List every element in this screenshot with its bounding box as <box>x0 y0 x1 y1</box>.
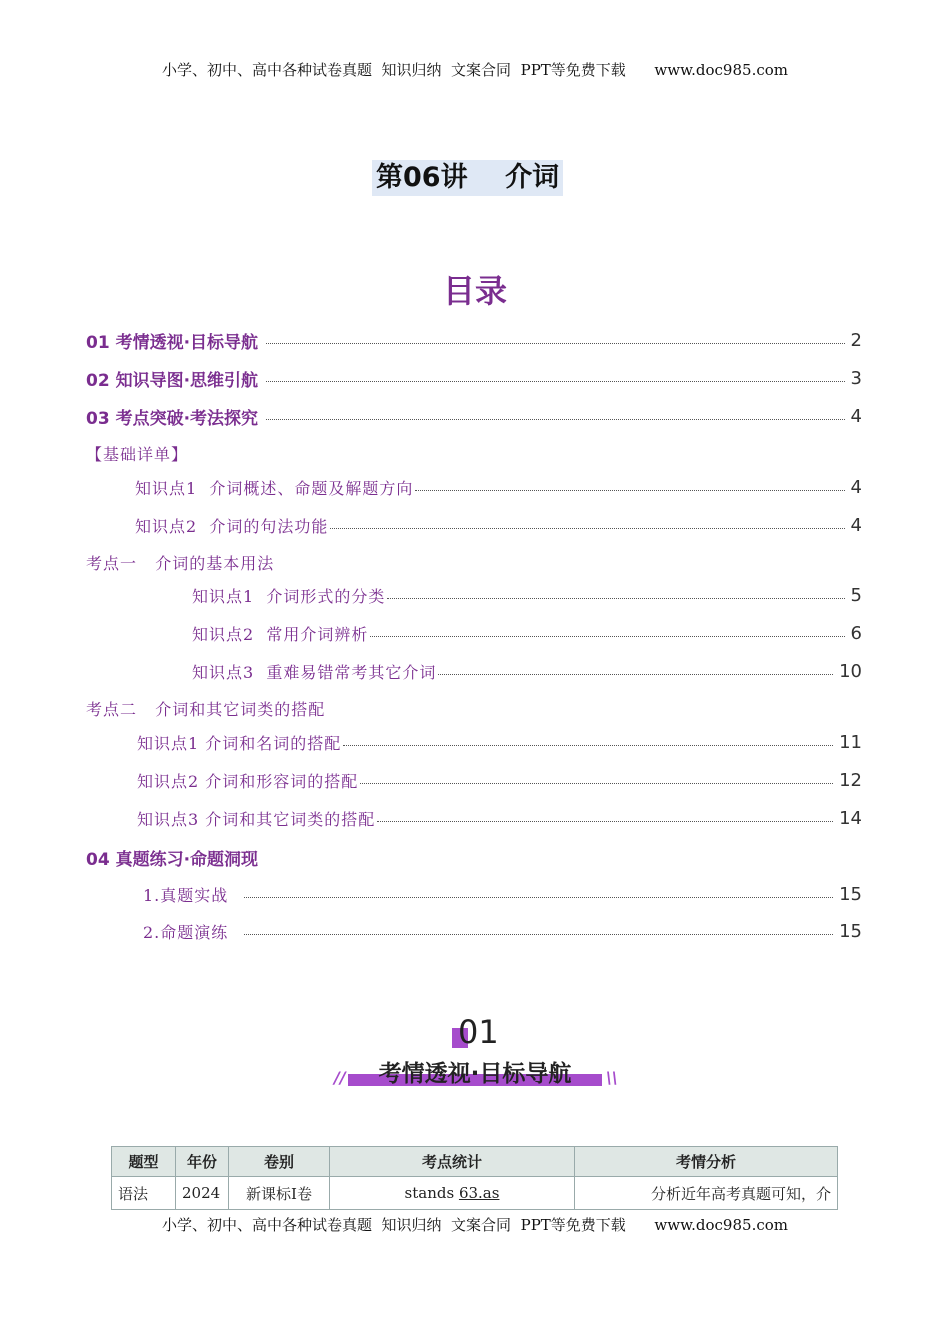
leader-dots <box>377 821 833 822</box>
stat-answer: 63.as <box>458 1184 500 1202</box>
table-row <box>112 1177 838 1210</box>
toc-point1-heading: 考点一 介词的基本用法 <box>86 554 275 573</box>
header-paper: 卷别 <box>229 1147 330 1177</box>
toc-entry-p1-k3[interactable] <box>192 659 862 683</box>
toc-entry-03[interactable] <box>86 404 862 428</box>
toc-point2-heading: 考点二 介词和其它词类的搭配 <box>86 700 326 719</box>
toc-entry-p2-k1[interactable] <box>137 730 862 754</box>
toc-entry-basic-2[interactable] <box>135 513 862 537</box>
toc-page-number: 14 <box>839 807 862 829</box>
cell-stats <box>330 1177 575 1210</box>
toc-entry-label: 2.命题演练 <box>143 922 229 942</box>
toc-entry-label: 知识点2 介词和形容词的搭配 <box>137 771 359 791</box>
stat-prefix: stands <box>404 1184 459 1202</box>
cell-paper: 新课标I卷 <box>229 1177 330 1210</box>
page-header: 小学、初中、高中各种试卷真题 知识归纳 文案合同 PPT等免费下载 www.doc985.com <box>161 61 788 79</box>
left-slash-decoration: // <box>334 1068 346 1087</box>
toc-page-number: 15 <box>839 920 862 942</box>
toc-page-number: 12 <box>839 769 862 791</box>
toc-entry-04-1[interactable] <box>143 882 862 906</box>
toc-entry-label: 知识点3 介词和其它词类的搭配 <box>137 809 376 829</box>
toc-page-number: 3 <box>850 367 862 389</box>
toc-entry-label: 知识点2 常用介词辨析 <box>192 624 369 644</box>
leader-dots <box>244 897 833 898</box>
toc-page-number: 4 <box>850 476 862 498</box>
toc-page-number: 10 <box>839 660 862 682</box>
toc-page-number: 4 <box>850 514 862 536</box>
leader-dots <box>415 490 844 491</box>
toc-entry-p1-k2[interactable] <box>192 621 862 645</box>
toc-page-number: 4 <box>850 405 862 427</box>
cell-type: 语法 <box>112 1177 176 1210</box>
toc-entry-label: 知识点2 介词的句法功能 <box>135 516 329 536</box>
table-header-row <box>112 1147 838 1177</box>
toc-entry-label: 知识点1 介词概述、命题及解题方向 <box>135 478 414 498</box>
section-number: 01 <box>458 1013 499 1051</box>
toc-entry-label: 1.真题实战 <box>143 885 229 905</box>
leader-dots <box>370 636 844 637</box>
exam-analysis-table <box>111 1146 838 1210</box>
page-footer: 小学、初中、高中各种试卷真题 知识归纳 文案合同 PPT等免费下载 www.doc985.com <box>161 1216 788 1234</box>
cell-year: 2024 <box>176 1177 229 1210</box>
leader-dots <box>330 528 844 529</box>
header-stats: 考点统计 <box>330 1147 575 1177</box>
right-slash-decoration: \\ <box>606 1068 618 1087</box>
toc-entry-01[interactable] <box>86 328 862 352</box>
header-year: 年份 <box>176 1147 229 1177</box>
toc-page-number: 15 <box>839 883 862 905</box>
cell-analysis: 分析近年高考真题可知，介 <box>575 1177 838 1210</box>
leader-dots <box>343 745 833 746</box>
toc-entry-04[interactable]: 04 真题练习·命题洞现 <box>86 850 259 870</box>
toc-entry-02[interactable] <box>86 366 862 390</box>
toc-entry-label: 知识点1 介词和名词的搭配 <box>137 733 342 753</box>
toc-entry-label: 03 考点突破·考法探究 <box>86 408 259 429</box>
leader-dots <box>438 674 833 675</box>
section-title: 考情透视·目标导航 <box>378 1061 572 1087</box>
toc-entry-04-2[interactable] <box>143 919 862 943</box>
toc-entry-label: 01 考情透视·目标导航 <box>86 332 259 353</box>
leader-dots <box>387 598 844 599</box>
leader-dots <box>266 419 845 420</box>
toc-basic-heading: 【基础详单】 <box>86 445 189 464</box>
leader-dots <box>266 343 845 344</box>
header-analysis: 考情分析 <box>575 1147 838 1177</box>
leader-dots <box>266 381 845 382</box>
toc-entry-label: 知识点3 重难易错常考其它介词 <box>192 662 437 682</box>
toc-entry-p2-k2[interactable] <box>137 768 862 792</box>
leader-dots <box>244 934 833 935</box>
lesson-title: 第06讲 介词 <box>372 160 563 196</box>
toc-entry-p2-k3[interactable] <box>137 806 862 830</box>
toc-entry-label: 02 知识导图·思维引航 <box>86 370 259 391</box>
toc-page-number: 5 <box>850 584 862 606</box>
toc-page-number: 2 <box>850 329 862 351</box>
toc-heading: 目录 <box>442 272 507 310</box>
toc-page-number: 6 <box>850 622 862 644</box>
toc-entry-basic-1[interactable] <box>135 475 862 499</box>
header-type: 题型 <box>112 1147 176 1177</box>
toc-entry-label: 知识点1 介词形式的分类 <box>192 586 386 606</box>
leader-dots <box>360 783 833 784</box>
toc-page-number: 11 <box>839 731 862 753</box>
toc-entry-p1-k1[interactable] <box>192 583 862 607</box>
